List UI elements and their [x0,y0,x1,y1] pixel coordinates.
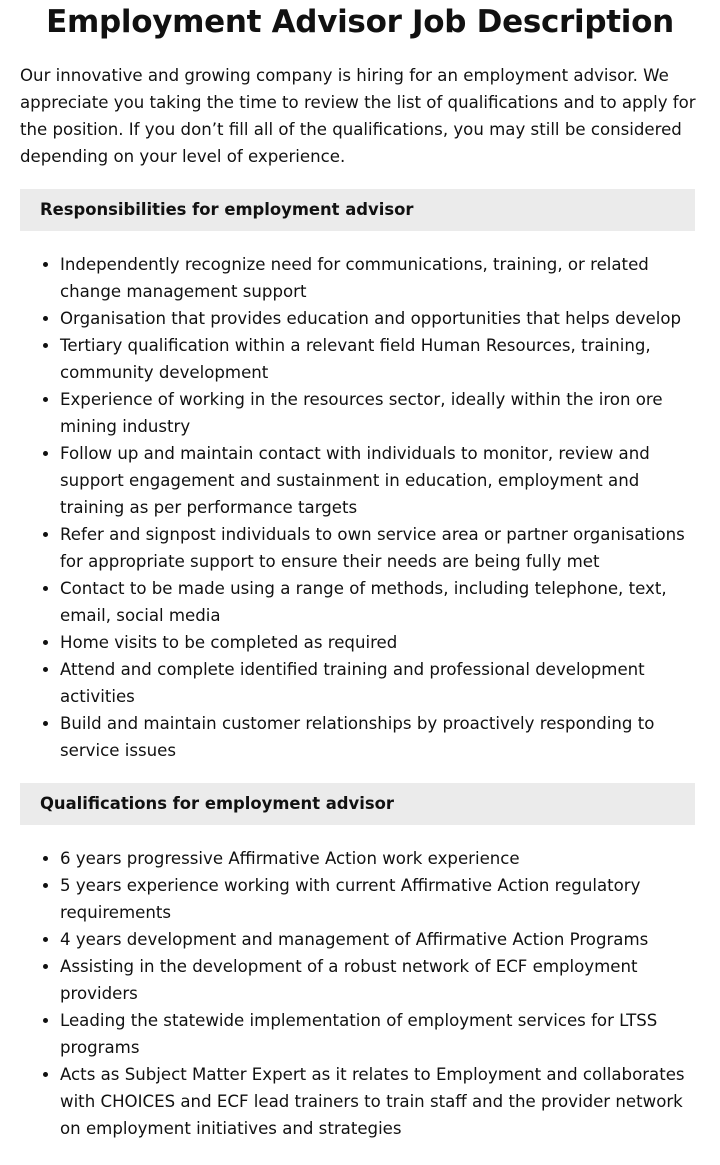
list-item: • 5 years experience working with current Affirmative Action regulatory requirements [60,872,700,926]
responsibilities-list [0,251,720,764]
list-item: • Leading the statewide implementation of employment services for LTSS programs [60,1007,700,1061]
list-item: • 4 years development and management of Affirmative Action Programs [60,926,700,953]
list-item: • Organisation that provides education and opportunities that helps develop [60,305,700,332]
section-heading: Qualifications for employment advisor [20,783,695,825]
list-item: • Contact to be made using a range of methods, including telephone, text, email, social media [60,575,700,629]
list-item: • Acts as Subject Matter Expert as it relates to Employment and collaborates with CHOICES and ECF lead trainers to train staff and the provider network on employment initiatives and strategies [60,1061,700,1142]
list-item: • Attend and complete identified training and professional development activities [60,656,700,710]
list-item: • Refer and signpost individuals to own service area or partner organisations for appropriate support to ensure their needs are being fully met [60,521,700,575]
responsibilities-section [0,189,720,764]
list-item: • Assisting in the development of a robust network of ECF employment providers [60,953,700,1007]
list-item: • Follow up and maintain contact with individuals to monitor, review and support engagement and sustainment in education, employment and training as per performance targets [60,440,700,521]
section-heading: Responsibilities for employment advisor [20,189,695,231]
list-item: • Tertiary qualification within a relevant field Human Resources, training, community development [60,332,700,386]
list-item: • 6 years progressive Affirmative Action work experience [60,845,700,872]
qualifications-list [0,845,720,1142]
intro-paragraph: Our innovative and growing company is hiring for an employment advisor. We appreciate you taking the time to review the list of qualifications and to apply for the position. If you don’t fill all of the qualifications, you may still be considered depending on your level of experience. [20,66,696,166]
list-item: • Experience of working in the resources sector, ideally within the iron ore mining industry [60,386,700,440]
list-item: • Independently recognize need for communications, training, or related change management support [60,251,700,305]
page-title: Employment Advisor Job Description [46,4,674,40]
list-item: • Build and maintain customer relationships by proactively responding to service issues [60,710,700,764]
list-item: • Home visits to be completed as required [60,629,700,656]
qualifications-section [0,783,720,1142]
